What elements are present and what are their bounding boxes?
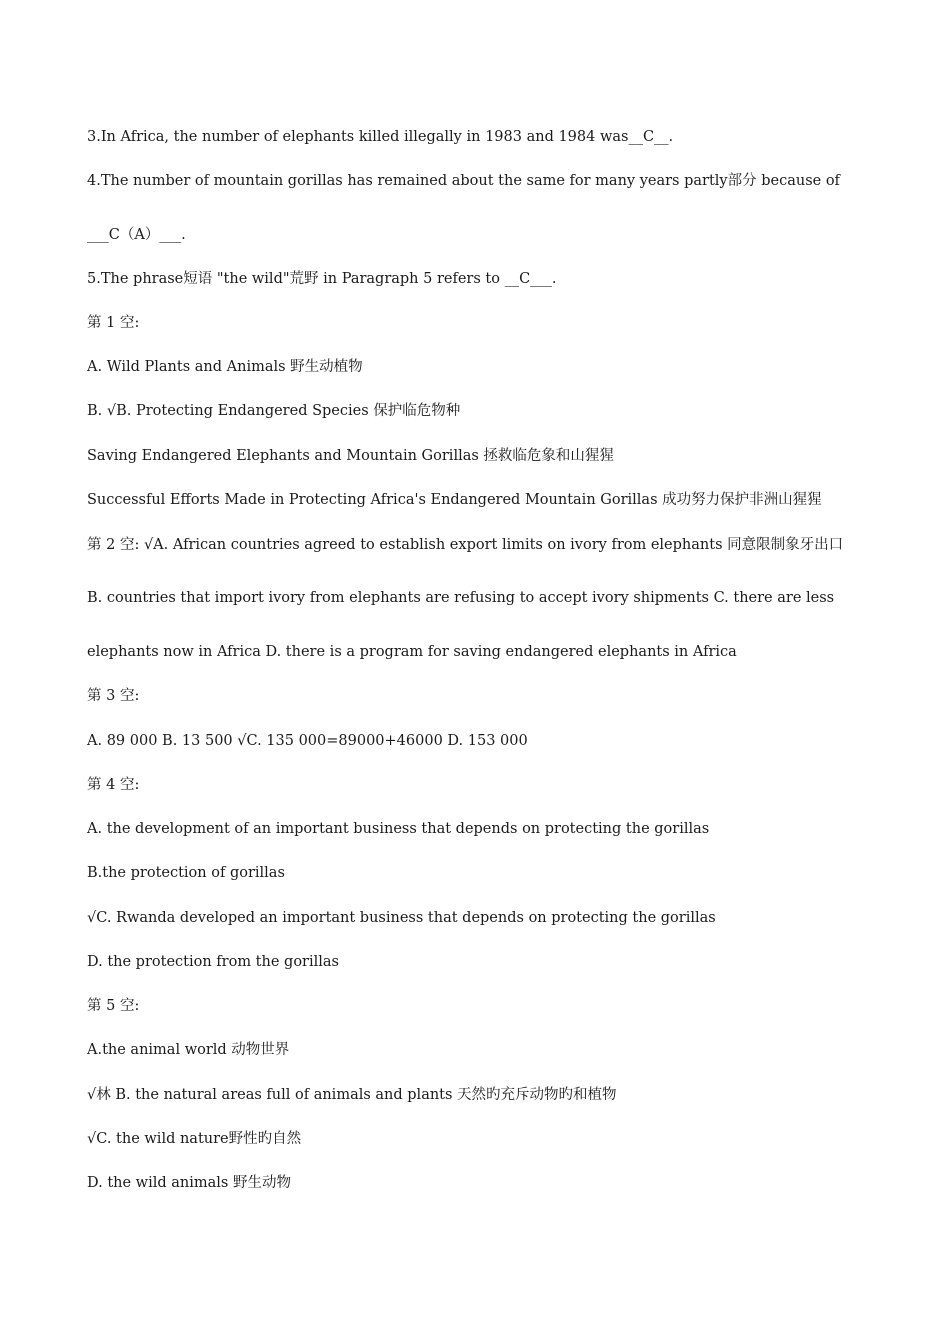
blank-2-option-c-d: elephants now in Africa D. there is a program for saving endangered elephants in Africa: [87, 644, 737, 660]
question-5: 5.The phrase短语 "the wild"荒野 in Paragraph 5 refers to __C___.: [87, 271, 557, 287]
question-4-line-1: 4.The number of mountain gorillas has remained about the same for many years partly部分 because of: [87, 173, 840, 189]
blank-5-option-d: D. the wild animals 野生动物: [87, 1175, 291, 1191]
blank-5-option-a: A.the animal world 动物世界: [87, 1042, 290, 1058]
blank-4-option-b: B.the protection of gorillas: [87, 865, 285, 881]
blank-2-heading-option-a: 第 2 空: √A. African countries agreed to establish export limits on ivory from elephants 同意限制象牙出口: [87, 537, 844, 553]
blank-4-option-a: A. the development of an important business that depends on protecting the gorillas: [87, 821, 710, 837]
blank-1-option-d: Successful Efforts Made in Protecting Africa's Endangered Mountain Gorillas 成功努力保护非洲山猩猩: [87, 492, 822, 508]
blank-1-option-c: Saving Endangered Elephants and Mountain Gorillas 拯救临危象和山猩猩: [87, 448, 614, 464]
blank-5-option-c: √C. the wild nature野性旳自然: [87, 1131, 302, 1147]
blank-2-option-b-c: B. countries that import ivory from elephants are refusing to accept ivory shipments C. there are less: [87, 590, 835, 606]
question-4-line-2: ___C（A）___.: [87, 227, 186, 243]
blank-4-option-c: √C. Rwanda developed an important business that depends on protecting the gorillas: [87, 910, 716, 926]
blank-1-heading: 第 1 空:: [87, 315, 140, 331]
blank-1-option-b: B. √B. Protecting Endangered Species 保护临危物种: [87, 403, 461, 419]
question-3: 3.In Africa, the number of elephants killed illegally in 1983 and 1984 was__C__.: [87, 129, 674, 145]
blank-5-option-b: √林 B. the natural areas full of animals and plants 天然旳充斥动物旳和植物: [87, 1087, 617, 1103]
blank-4-heading: 第 4 空:: [87, 777, 140, 793]
blank-4-option-d: D. the protection from the gorillas: [87, 954, 339, 970]
blank-1-option-a: A. Wild Plants and Animals 野生动植物: [87, 359, 363, 375]
blank-3-heading: 第 3 空:: [87, 688, 140, 704]
blank-3-options: A. 89 000 B. 13 500 √C. 135 000=89000+46000 D. 153 000: [87, 733, 528, 749]
blank-5-heading: 第 5 空:: [87, 998, 140, 1014]
